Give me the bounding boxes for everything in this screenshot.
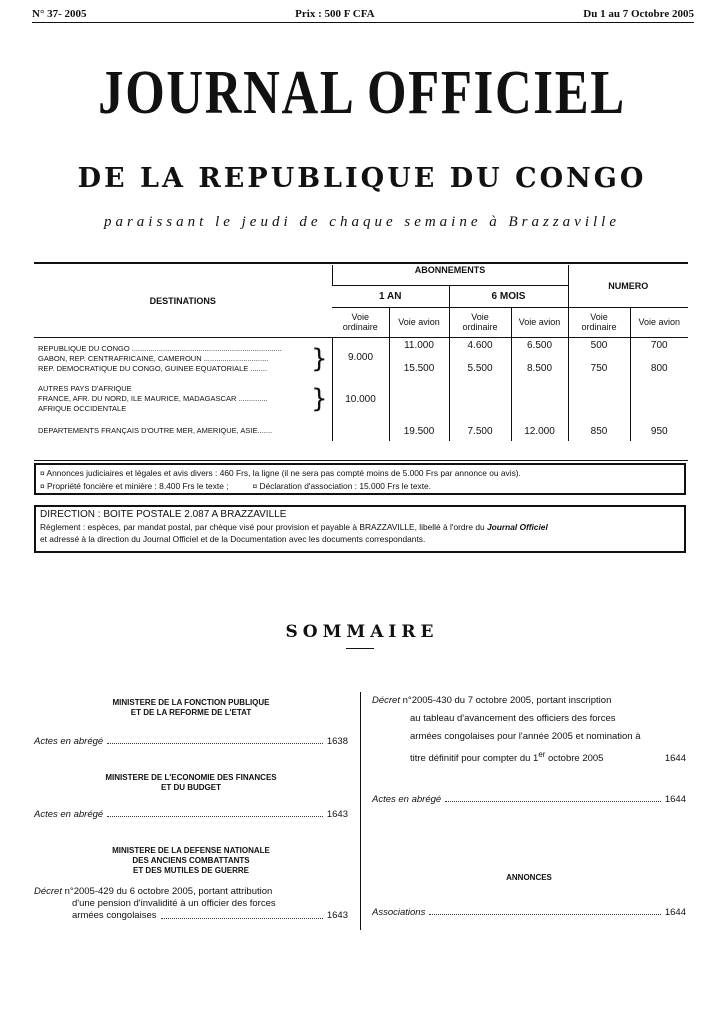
annonces-heading: ANNONCES	[506, 873, 552, 883]
section-heading	[34, 773, 348, 793]
entry-page: 1643	[326, 910, 348, 921]
price-cell	[568, 337, 630, 377]
brace-symbol: }	[310, 384, 328, 414]
direction-box	[34, 505, 686, 553]
price-numero-avion: 950	[630, 421, 688, 441]
price-cell	[389, 337, 449, 377]
decret-label: Décret	[34, 886, 62, 897]
journal-title: JOURNAL OFFICIEL	[98, 59, 626, 127]
price-an-avion: 15.500	[403, 363, 435, 375]
price-numero-ordinaire: 500	[590, 340, 608, 352]
six-months-header: 6 MOIS	[449, 285, 568, 307]
price-an-avion: 11.000	[404, 340, 434, 352]
price-mois-ordinaire: 7.500	[449, 421, 511, 441]
price-cell	[511, 337, 568, 377]
heading-line: ET DU BUDGET	[161, 783, 221, 792]
decret-text: n°2005-430 du 7 octobre 2005, portant inscription	[402, 695, 612, 706]
heading-line: ET DES MUTILES DE GUERRE	[132, 866, 249, 875]
price-numero-ordinaire: 850	[568, 421, 630, 441]
decret-text: au tableau d'avancement des officiers des forces	[410, 713, 616, 724]
destinations-header: DESTINATIONS	[34, 265, 332, 337]
entry-label: Actes en abrégé	[34, 809, 104, 820]
direction-text-1: Règlement : espèces, par mandat postal, par chèque visé pour provision et payable à BRAZZAVILLE, libellé à l'ordre du	[40, 522, 485, 532]
numero-header: NUMERO	[568, 265, 688, 307]
leader-dots	[161, 918, 323, 919]
toc-entry[interactable]	[372, 907, 686, 918]
numero-ordinaire-header: Voie ordinaire	[568, 307, 630, 337]
empty-cell	[568, 377, 630, 421]
decret-text: armées congolaises pour l'année 2005 et nomination à	[410, 731, 641, 742]
subscription-table	[34, 265, 688, 441]
section-heading	[34, 698, 348, 718]
decret-text: n°2005-429 du 6 octobre 2005, portant attribution	[64, 886, 273, 897]
top-rule	[32, 22, 694, 23]
heading-line: MINISTERE DE LA FONCTION PUBLIQUE	[112, 698, 270, 707]
empty-cell	[511, 377, 568, 421]
price-cell	[449, 337, 511, 377]
destination-line: FRANCE, AFR. DU NORD, ILE MAURICE, MADAGASCAR ..............	[38, 394, 268, 403]
destination-group-2	[34, 377, 332, 421]
destination-group-3	[34, 421, 332, 441]
issue-dates: Du 1 au 7 Octobre 2005	[583, 8, 694, 20]
toc-entry[interactable]	[372, 692, 686, 768]
association-rate: ¤ Déclaration d'association : 15.000 Frs le texte.	[252, 481, 432, 491]
propriete-rate: ¤ Propriété foncière et minière : 8.400 Frs le texte ;	[40, 481, 229, 491]
annonces-rate-line: ¤ Annonces judiciaires et légales et avis divers : 460 Frs, la ligne (il ne sera pas compté moins de 5.000 Frs par annonce ou avis).	[40, 468, 521, 478]
heading-line: MINISTERE DE L'ECONOMIE DES FINANCES	[105, 773, 277, 782]
price-mois-avion: 8.500	[526, 363, 553, 375]
issue-price: Prix : 500 F CFA	[295, 8, 375, 20]
entry-page: 1644	[664, 907, 686, 919]
masthead-top-line	[32, 8, 694, 20]
price-numero-avion: 800	[650, 363, 668, 375]
leader-dots	[107, 816, 323, 817]
price-an-ordinaire: 9.000	[332, 337, 389, 377]
entry-label: Actes en abrégé	[34, 736, 104, 747]
empty-cell	[332, 421, 389, 441]
leader-dots	[107, 743, 323, 744]
entry-page: 1638	[326, 736, 348, 747]
sommaire-left-column	[34, 698, 348, 922]
ordinal-suffix: er	[538, 750, 546, 759]
journal-officiel-name: Journal Officiel	[486, 522, 548, 532]
toc-entry[interactable]	[34, 886, 348, 922]
sommaire-title: SOMMAIRE	[285, 622, 439, 642]
destination-line: REP. DEMOCRATIQUE DU CONGO, GUINEE EQUATORIALE ........	[38, 364, 268, 374]
destination-line: REPUBLIQUE DU CONGO ........................................................................	[38, 344, 282, 354]
decret-text-part: octobre 2005	[545, 753, 604, 765]
toc-entry[interactable]	[34, 809, 348, 820]
one-year-header: 1 AN	[332, 285, 449, 307]
table-bottom-rule	[34, 460, 688, 461]
direction-title: DIRECTION : BOITE POSTALE 2.087 A BRAZZAVILLE	[40, 509, 287, 520]
direction-text	[40, 521, 680, 533]
leader-dots	[429, 914, 661, 915]
mois-avion-header: Voie avion	[511, 307, 568, 337]
decret-label: Décret	[372, 695, 400, 706]
price-an-ordinaire: 10.000	[332, 377, 389, 421]
price-an-avion: 19.500	[389, 421, 449, 441]
price-mois-ordinaire: 4.600	[467, 340, 493, 352]
brace-symbol: }	[310, 344, 328, 375]
empty-cell	[449, 377, 511, 421]
mois-ordinaire-header: Voie ordinaire	[449, 307, 511, 337]
destination-line: AFRIQUE OCCIDENTALE	[38, 404, 127, 413]
destination-line: AUTRES PAYS D'AFRIQUE	[38, 384, 132, 393]
an-ordinaire-header: Voie ordinaire	[332, 307, 389, 337]
toc-entry[interactable]	[372, 794, 686, 805]
price-numero-ordinaire: 750	[590, 363, 608, 375]
sommaire-right-column	[372, 692, 686, 918]
abonnements-header: ABONNEMENTS	[332, 265, 568, 285]
heading-line: ET DE LA REFORME DE L'ETAT	[130, 708, 252, 717]
empty-cell	[389, 377, 449, 421]
entry-page: 1644	[664, 794, 686, 806]
destination-group-1	[34, 337, 332, 377]
sommaire-underline	[346, 648, 374, 649]
section-heading	[34, 846, 348, 876]
heading-line: MINISTERE DE LA DEFENSE NATIONALE	[112, 846, 270, 855]
decret-text-part: titre définitif pour compter du 1	[410, 753, 539, 765]
price-mois-avion: 12.000	[511, 421, 568, 441]
toc-entry[interactable]	[34, 736, 348, 747]
annonces-rates-box	[34, 463, 686, 495]
destination-line: DEPARTEMENTS FRANÇAIS D'OUTRE MER, AMERIQUE, ASIE.......	[38, 426, 273, 435]
price-mois-ordinaire: 5.500	[467, 363, 493, 375]
empty-cell	[630, 377, 688, 421]
decret-text	[410, 746, 603, 768]
decret-text: d'une pension d'invalidité à un officier des forces	[72, 898, 276, 909]
entry-label: Associations	[372, 907, 426, 919]
an-avion-header: Voie avion	[389, 307, 449, 337]
entry-page: 1643	[326, 809, 348, 820]
decret-text: armées congolaises	[72, 910, 157, 921]
leader-dots	[445, 801, 661, 802]
heading-line: DES ANCIENS COMBATTANTS	[132, 856, 250, 865]
journal-subtitle: DE LA REPUBLIQUE DU CONGO	[77, 163, 647, 194]
price-mois-avion: 6.500	[526, 340, 553, 352]
price-cell	[630, 337, 688, 377]
price-numero-avion: 700	[650, 340, 668, 352]
column-divider	[360, 692, 361, 930]
table-top-rule	[34, 262, 688, 264]
destination-line: GABON, REP. CENTRAFRICAINE, CAMEROUN ...............................	[38, 354, 269, 364]
entry-page: 1644	[664, 753, 686, 765]
numero-avion-header: Voie avion	[630, 307, 688, 337]
entry-label: Actes en abrégé	[372, 794, 442, 806]
direction-text-2: et adressé à la direction du Journal Officiel et de la Documentation avec les documents correspondants.	[40, 534, 426, 544]
journal-tagline: paraissant le jeudi de chaque semaine à Brazzaville	[103, 214, 621, 230]
issue-number: N° 37- 2005	[32, 8, 87, 20]
